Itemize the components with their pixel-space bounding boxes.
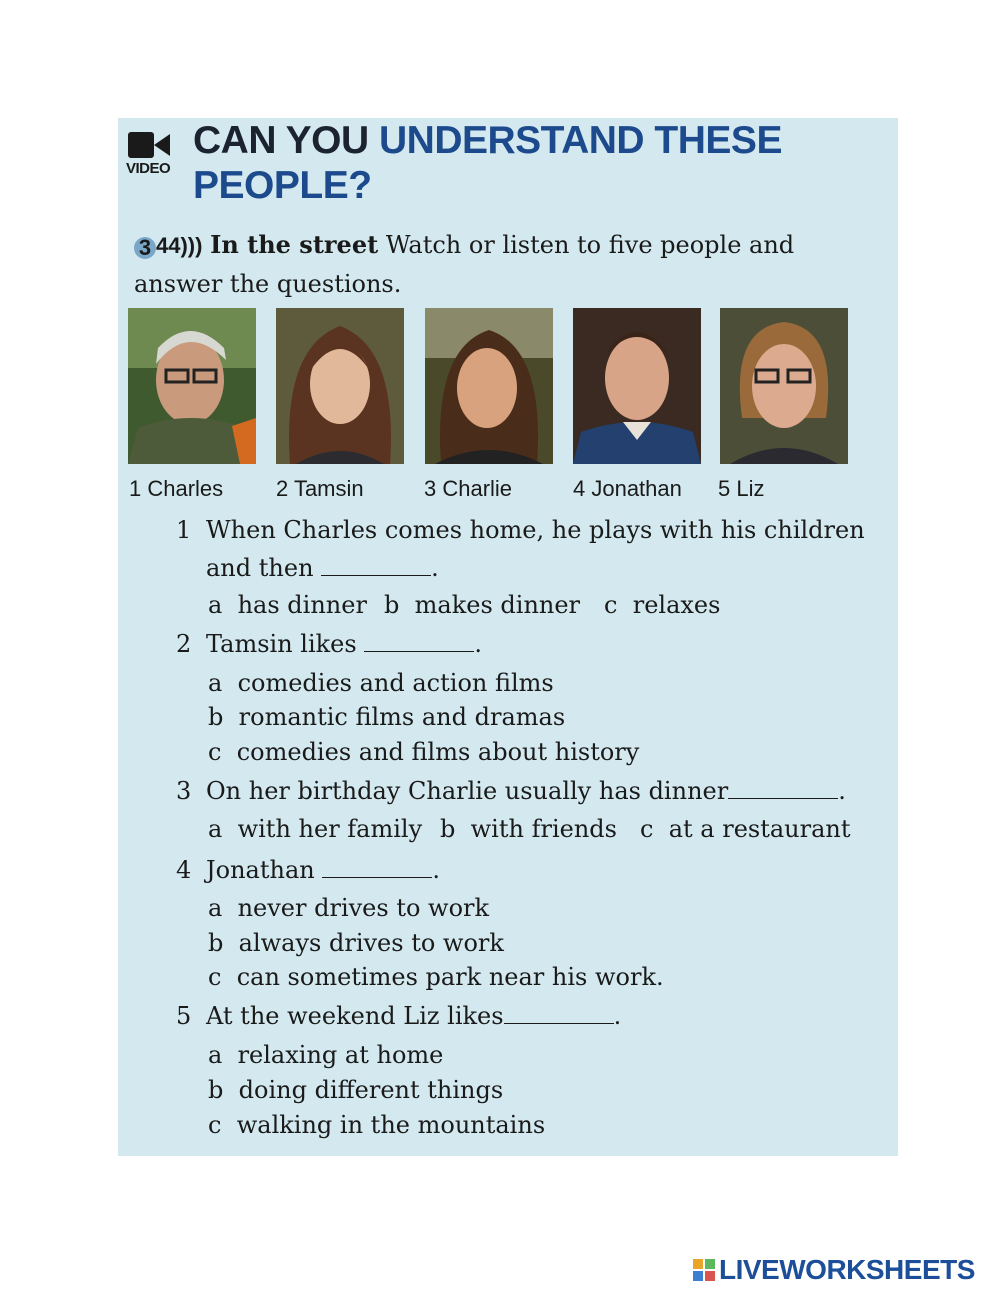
person-label-2: 2 Tamsin: [276, 476, 364, 501]
option-5c[interactable]: c walking in the mountains: [208, 1111, 546, 1139]
question-text: Tamsin likes: [206, 630, 357, 658]
question-number: 1: [176, 516, 192, 544]
person-label-5: 5 Liz: [718, 476, 765, 501]
photo-jonathan: [573, 308, 701, 464]
brand-text: LIVEWORKSHEETS: [719, 1254, 975, 1285]
question-3: [176, 773, 846, 809]
question-text-line2: and then: [206, 554, 314, 582]
video-camera-icon: [126, 126, 184, 178]
question-end: .: [432, 856, 440, 884]
instruction: [134, 226, 854, 303]
answer-blank[interactable]: [322, 857, 432, 878]
question-end: .: [613, 1002, 622, 1030]
question-end: .: [431, 554, 439, 582]
option-4a[interactable]: a never drives to work: [208, 894, 490, 922]
question-4: [176, 852, 440, 888]
question-number: 2: [176, 630, 192, 658]
option-4c[interactable]: c can sometimes park near his work.: [208, 963, 664, 991]
answer-blank[interactable]: [321, 555, 431, 576]
question-text: On her birthday Charlie usually has dinner: [206, 777, 729, 805]
question-number: 5: [176, 1002, 192, 1030]
person-label-1: 1 Charles: [129, 476, 224, 501]
photo-liz: [720, 308, 848, 464]
title-line2: PEOPLE?: [193, 164, 372, 207]
option-2c[interactable]: c comedies and films about history: [208, 738, 640, 766]
question-2: [176, 626, 482, 662]
option-2a[interactable]: a comedies and action films: [208, 669, 554, 697]
instruction-text: Watch or listen to five people and answer the questions.: [134, 231, 795, 298]
photo-tamsin: [276, 308, 404, 464]
question-text: Jonathan: [206, 856, 315, 884]
instruction-heading: In the street: [210, 230, 379, 259]
liveworksheets-grid-icon: [693, 1259, 715, 1281]
title-part2: UNDERSTAND THESE: [378, 119, 782, 162]
question-text: At the weekend Liz likes: [206, 1002, 504, 1030]
liveworksheets-logo: [693, 1253, 975, 1287]
audio-track-icon: 3 44))): [134, 227, 202, 265]
photo-charles: [128, 308, 256, 464]
option-1c[interactable]: c relaxes: [604, 591, 721, 619]
question-5: [176, 998, 621, 1034]
option-5a[interactable]: a relaxing at home: [208, 1041, 444, 1069]
question-number: 4: [176, 856, 192, 884]
option-2b[interactable]: b romantic films and dramas: [208, 703, 566, 731]
track-number: 44: [156, 233, 181, 258]
question-end: .: [474, 630, 482, 658]
question-text: When Charles comes home, he plays with his children: [206, 516, 865, 544]
person-label-3: 3 Charlie: [424, 476, 513, 501]
option-5b[interactable]: b doing different things: [208, 1076, 504, 1104]
answer-blank[interactable]: [504, 1003, 614, 1024]
question-1: [176, 512, 865, 548]
question-number: 3: [176, 777, 192, 805]
person-label-4: 4 Jonathan: [573, 476, 682, 501]
answer-blank[interactable]: [728, 778, 838, 799]
option-4b[interactable]: b always drives to work: [208, 929, 504, 957]
track-disc: 3: [134, 237, 156, 259]
page-title: [193, 118, 782, 208]
option-3c[interactable]: c at a restaurant: [640, 815, 851, 843]
option-3b[interactable]: b with friends: [440, 815, 617, 843]
question-end: .: [838, 777, 846, 805]
option-1b[interactable]: b makes dinner: [384, 591, 581, 619]
answer-blank[interactable]: [364, 631, 474, 652]
title-part1: CAN YOU: [193, 119, 379, 162]
photo-charlie: [425, 308, 553, 464]
option-3a[interactable]: a with her family: [208, 815, 423, 843]
video-label: VIDEO: [126, 160, 171, 177]
option-1a[interactable]: a has dinner: [208, 591, 367, 619]
question-1-line2: [206, 550, 439, 586]
